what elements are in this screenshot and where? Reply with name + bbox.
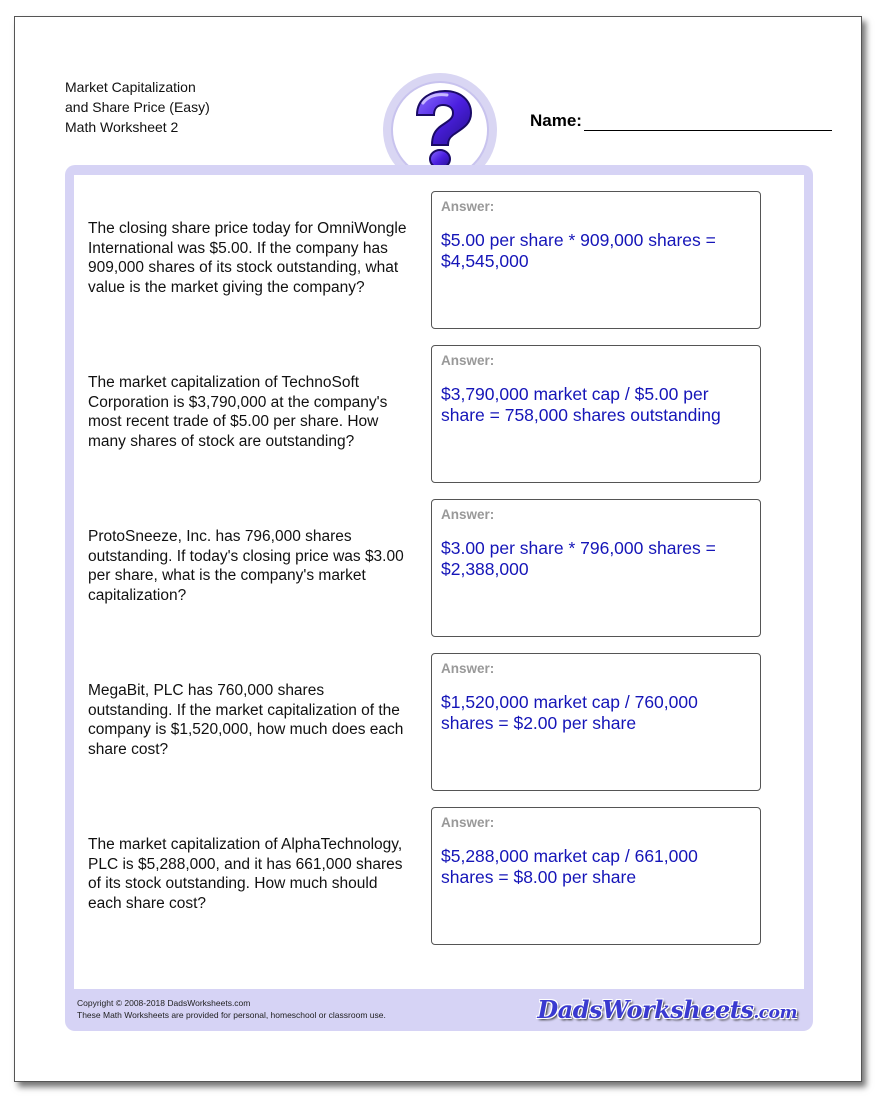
problem-item <box>74 637 808 791</box>
problem-item <box>74 329 808 483</box>
copyright-text: Copyright © 2008-2018 DadsWorksheets.com <box>77 998 251 1008</box>
answer-box[interactable] <box>431 499 761 637</box>
question-text: The market capitalization of TechnoSoft Corporation is $3,790,000 at the company's most recent trade of $5.00 per share. How many shares of stock are outstanding? <box>88 374 388 450</box>
answer-text: $5.00 per share * 909,000 shares = $4,545,000 <box>441 230 716 271</box>
answer-text: $1,520,000 market cap / 760,000 shares = $2.00 per share <box>441 692 698 733</box>
brand-logo <box>537 995 797 1024</box>
answer-box[interactable] <box>431 653 761 791</box>
student-name-field[interactable] <box>530 111 832 131</box>
usage-notice: These Math Worksheets are provided for personal, homeschool or classroom use. <box>77 1010 386 1020</box>
answer-label: Answer: <box>441 199 495 214</box>
problem-item <box>74 483 808 637</box>
answer-box[interactable] <box>431 191 761 329</box>
answer-label: Answer: <box>441 661 495 676</box>
title-line-2: and Share Price (Easy) <box>65 99 210 115</box>
brand-tld: .com <box>753 1003 797 1023</box>
answer-label: Answer: <box>441 815 495 830</box>
question-text: The market capitalization of AlphaTechnology, PLC is $5,288,000, and it has 661,000 shares of its stock outstanding. How much should each share cost? <box>88 836 403 912</box>
answer-box[interactable] <box>431 345 761 483</box>
title-line-1: Market Capitalization <box>65 79 196 95</box>
title-line-3: Math Worksheet 2 <box>65 119 179 135</box>
name-underline <box>584 112 832 131</box>
brand-name: DadsWorksheets <box>537 995 754 1024</box>
question-text: The closing share price today for OmniWongle International was $5.00. If the company has 909,000 shares of its stock outstanding, what value is the market giving the company? <box>88 220 407 296</box>
answer-text: $3,790,000 market cap / $5.00 per share = 758,000 shares outstanding <box>441 384 721 425</box>
worksheet-page <box>14 16 862 1082</box>
problems-area <box>72 173 806 991</box>
answer-text: $5,288,000 market cap / 661,000 shares = $8.00 per share <box>441 846 698 887</box>
problem-item <box>74 175 808 329</box>
question-text: MegaBit, PLC has 760,000 shares outstanding. If the market capitalization of the company is $1,520,000, how much does each share cost? <box>88 682 404 758</box>
answer-text: $3.00 per share * 796,000 shares = $2,388,000 <box>441 538 716 579</box>
question-mark-icon <box>403 89 477 171</box>
answer-label: Answer: <box>441 353 495 368</box>
name-label: Name: <box>530 111 582 130</box>
worksheet-frame <box>65 165 813 1031</box>
worksheet-title <box>65 77 210 137</box>
problem-item <box>74 791 808 945</box>
question-text: ProtoSneeze, Inc. has 796,000 shares outstanding. If today's closing price was $3.00 per share, what is the company's market capitalization? <box>88 528 404 604</box>
answer-label: Answer: <box>441 507 495 522</box>
answer-box[interactable] <box>431 807 761 945</box>
